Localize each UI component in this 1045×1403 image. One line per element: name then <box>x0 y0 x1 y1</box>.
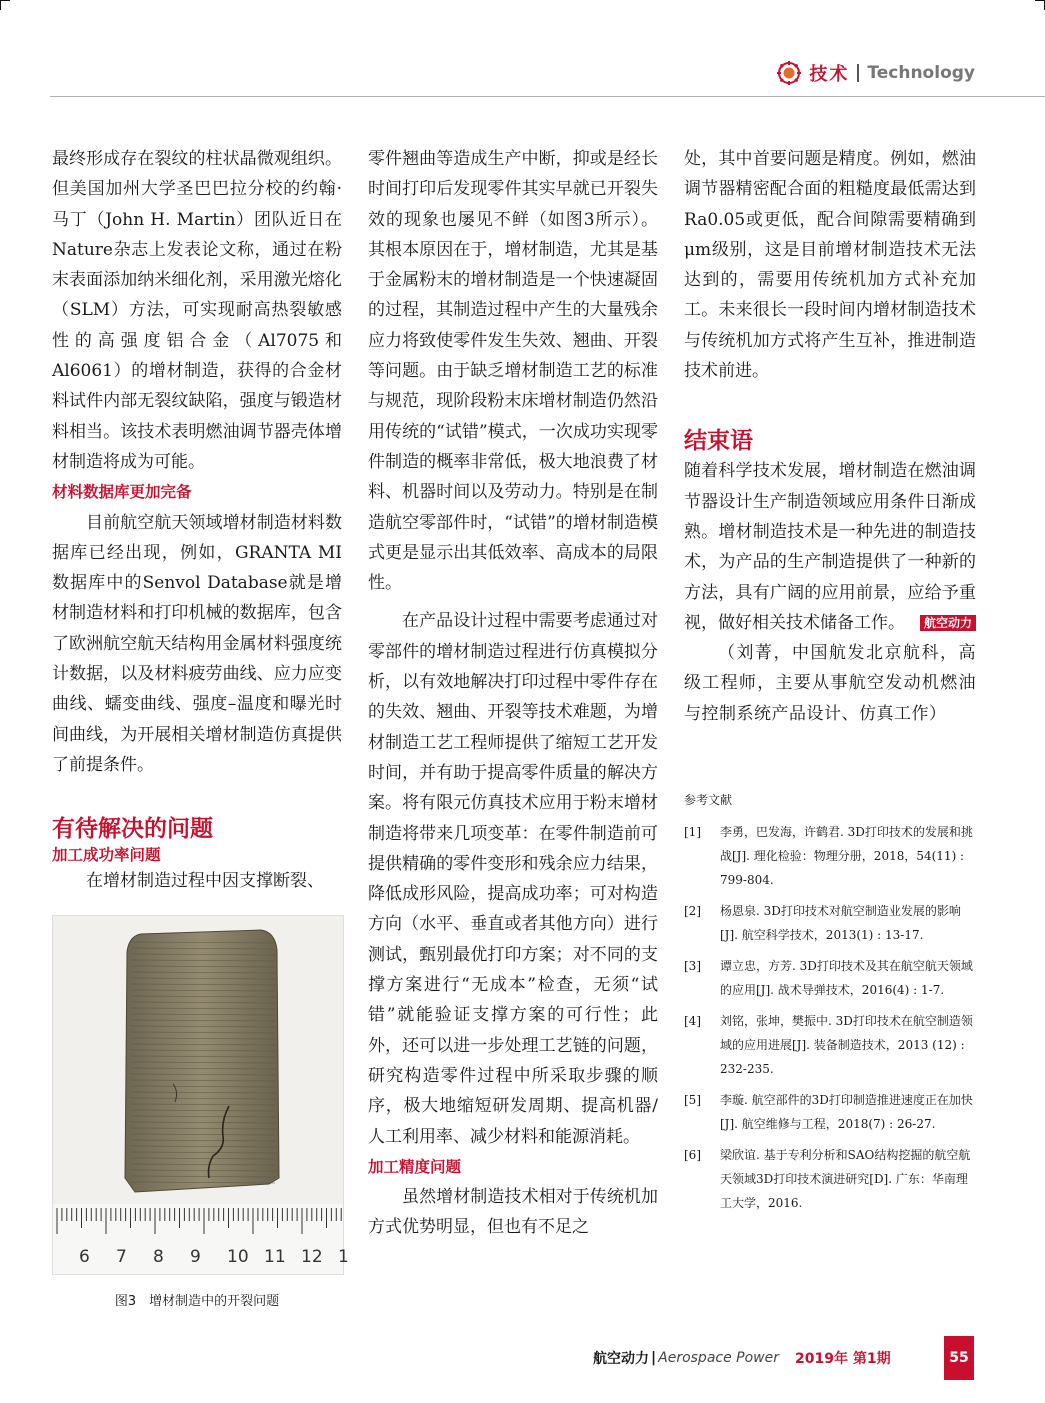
section-title-en: Technology <box>867 63 975 83</box>
subsection-heading: 加工成功率问题 <box>52 846 161 865</box>
ruler-label: 6 <box>79 1247 90 1267</box>
reference-number: [4] <box>684 1014 701 1028</box>
ruler-label: 10 <box>227 1247 249 1267</box>
journal-name-zh: 航空动力 <box>593 1351 649 1367</box>
reference-text: 李璇. 航空部件的3D打印制造推进速度正在加快[J]. 航空维修与工程，2018(7) : 26-27. <box>720 1093 973 1131</box>
reference-text: 刘铭，张坤，樊振中. 3D打印技术在航空制造领域的应用进展[J]. 装备制造技术，2013 (12) : 232-235. <box>720 1014 973 1076</box>
references-title: 参考文献 <box>684 793 733 807</box>
issue-label: 2019年 第1期 <box>794 1351 891 1367</box>
figure-caption: 图3 增材制造中的开裂问题 <box>114 1294 280 1309</box>
paragraph: 在增材制造过程中因支撑断裂、 <box>86 871 324 892</box>
paragraph: 目前航空航天领域增材制造材料数据库已经出现，例如，GRANTA MI数据库中的Senvol Database就是增材制造材料和打印机械的数据库，包含了欧洲航空航天结构用金属材料强度统计数据，以及材料疲劳曲线、应力应变曲线、蠕变曲线、强度–温度和曝光时间曲线，为开展相关增材制造仿真提供了前提条件。 <box>52 512 342 775</box>
reference-number: [1] <box>684 825 701 839</box>
section-logo-icon <box>777 61 801 85</box>
paragraph: 零件翘曲等造成生产中断，抑或是经长时间打印后发现零件其实早就已开裂失效的现象也屡见不鲜（如图3所示）。其根本原因在于，增材制造，尤其是基于金属粉末的增材制造是一个快速凝固的过程，其制造过程中产生的大量残余应力将致使零件发生失效、翘曲、开裂等问题。由于缺乏增材制造工艺的标准与规范，现阶段粉末床增材制造仍然沿用传统的“试错”模式，一次成功实现零件制造的概率非常低，极大地浪费了材料、机器时间以及劳动力。特别是在制造航空零部件时，“试错”的增材制造模式更是显示出其低效率、高成本的局限性。 <box>368 149 658 594</box>
reference-number: [5] <box>684 1093 701 1107</box>
reference-number: [3] <box>684 959 701 973</box>
paragraph: 虽然增材制造技术相对于传统机加方式优势明显，但也有不足之 <box>368 1187 658 1238</box>
journal-name-en: Aerospace Power <box>658 1350 779 1366</box>
reference-text: 杨恩泉. 3D打印技术对航空制造业发展的影响[J]. 航空科学技术，2013(1) : 13-17. <box>720 904 961 942</box>
ruler-label: 1 <box>338 1247 349 1267</box>
reference-text: 梁欣谊. 基于专利分析和SAO结构挖掘的航空航天领域3D打印技术演进研究[D]. 广东：华南理工大学，2016. <box>720 1148 971 1210</box>
header-divider <box>857 64 859 82</box>
reference-number: [6] <box>684 1148 701 1162</box>
figure-photo <box>52 915 349 1275</box>
column-3 <box>684 144 976 729</box>
paragraph-text: 随着科学技术发展，增材制造在燃油调节器设计生产制造领域应用条件日渐成熟。增材制造技术是一种先进的制造技术，为产品的生产制造提供了一种新的方法，具有广阔的应用前景，应给予重视，做好相关技术储备工作。 <box>684 461 976 633</box>
reference-item <box>684 820 976 892</box>
author-note: （刘菁，中国航发北京航科，高级工程师，主要从事航空发动机燃油与控制系统产品设计、仿真工作） <box>684 643 976 724</box>
ruler-label: 9 <box>190 1247 201 1267</box>
reference-item <box>684 954 976 1002</box>
crop-mark <box>0 0 10 1</box>
paragraph: 最终形成存在裂纹的柱状晶微观组织。但美国加州大学圣巴巴拉分校的约翰·马丁（John H. Martin）团队近日在Nature杂志上发表论文称，通过在粉末表面添加纳米细化剂，采用激光熔化（SLM）方法，可实现耐高热裂敏感性的高强度铝合金（Al7075和Al6061）的增材制造，获得的合金材料试件内部无裂纹缺陷，强度与锻造材料相当。该技术表明燃油调节器壳体增材制造将成为可能。 <box>52 149 342 472</box>
header-rule <box>50 96 1045 97</box>
subsection-heading: 加工精度问题 <box>368 1157 462 1176</box>
ruler-label: 12 <box>301 1247 323 1267</box>
ruler-label: 7 <box>116 1247 127 1267</box>
reference-item <box>684 1009 976 1081</box>
ruler-label: 8 <box>153 1247 164 1267</box>
section-heading: 有待解决的问题 <box>52 816 213 843</box>
ruler-label: 11 <box>264 1247 286 1267</box>
section-title-zh: 技术 <box>809 64 850 85</box>
end-badge: 航空动力 <box>920 615 976 631</box>
column-2 <box>368 144 658 1243</box>
reference-item <box>684 899 976 947</box>
page-number: 55 <box>944 1336 974 1380</box>
reference-item <box>684 1143 976 1215</box>
paragraph: 处，其中首要问题是精度。例如，燃油调节器精密配合面的粗糙度最低需达到Ra0.05或更低，配合间隙需要精确到μm级别，这是目前增材制造技术无法达到的，需要用传统机加方式补充加工。未来很长一段时间内增材制造技术与传统机加方式将产生互补，推进制造技术前进。 <box>684 149 976 382</box>
paragraph <box>684 456 976 638</box>
section-heading: 结束语 <box>684 428 753 455</box>
subsection-heading: 材料数据库更加完备 <box>52 483 192 502</box>
reference-text: 李勇，巴发海，许鹤君. 3D打印技术的发展和挑战[J]. 理化检验：物理分册，2018，54(11) : 799-804. <box>720 825 973 887</box>
references <box>684 788 976 1222</box>
column-1 <box>52 144 342 897</box>
reference-item <box>684 1088 976 1136</box>
section-header <box>777 58 975 88</box>
crop-mark <box>0 0 1 10</box>
paragraph: 在产品设计过程中需要考虑通过对零部件的增材制造过程进行仿真模拟分析，以有效地解决打印过程中零件存在的失效、翘曲、开裂等技术难题，为增材制造工艺工程师提供了缩短工艺开发时间，并有助于提高零件质量的解决方案。将有限元仿真技术应用于粉末增材制造将带来几项变革：在零件制造前可提供精确的零件变形和残余应力结果，降低成形风险，提高成功率；可对构造方向（水平、垂直或者其他方向）进行测试，甄别最优打印方案；对不同的支撑方案进行“无成本”检查，无须“试错”就能验证支撑方案的可行性；此外，还可以进一步处理工艺链的问题，研究构造零件过程中所采取步骤的顺序，极大地缩短研发周期、提高机器/人工利用率、减少材料和能源消耗。 <box>368 611 658 1147</box>
reference-number: [2] <box>684 904 701 918</box>
footer <box>593 1347 891 1369</box>
reference-text: 谭立忠，方芳. 3D打印技术及其在航空航天领域的应用[J]. 战术导弹技术，2016(4) : 1-7. <box>720 959 973 997</box>
cracked-part-image <box>53 916 349 1274</box>
footer-divider: | <box>651 1350 657 1366</box>
